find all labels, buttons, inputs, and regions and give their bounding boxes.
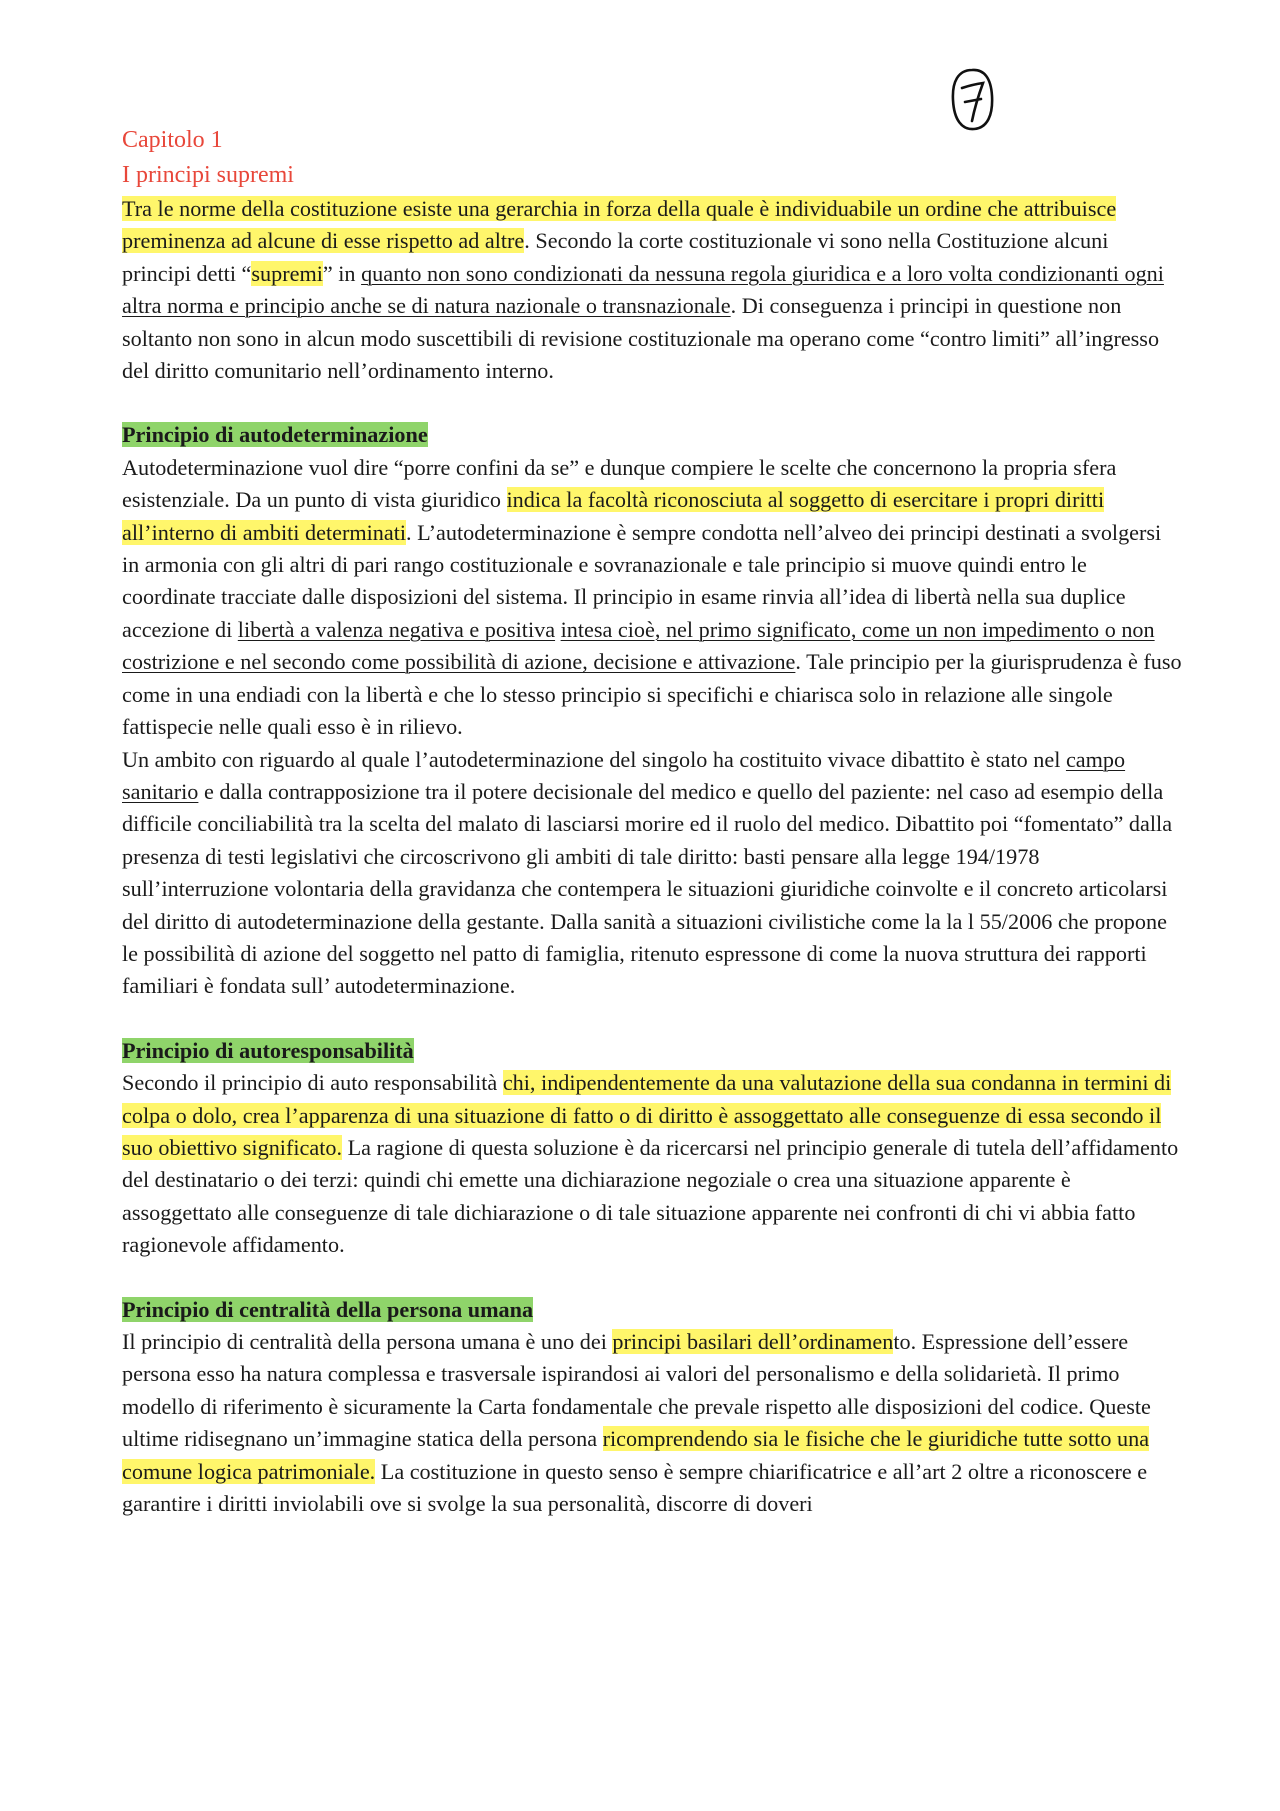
text-run: to. Espressione dell’essere persona esso ha natura complessa e trasversale ispirandosi ai valori del personalismo e della solidarietà. Il primo modello di riferimento è sicuramente la Carta fondamentale che prevale rispetto alle disposizioni del codice. Queste ultime ridisegnano un’immagine statica della persona	[122, 1329, 1151, 1452]
highlighted-text: supremi	[251, 260, 323, 286]
underlined-text: libertà a valenza negativa e positiva	[237, 616, 556, 642]
chapter-title: I principi supremi	[122, 162, 294, 188]
text-run: . Secondo la corte costituzionale vi sono nella Costituzione alcuni principi detti “	[122, 228, 1109, 286]
text-run: . Di conseguenza i principi in questione non soltanto non sono in alcun modo suscettibili di revisione costituzionale ma operano come “contro limiti” all’ingresso del diritto comunitario nell’ordinamento interno.	[122, 293, 1160, 384]
heading-highlight: Principio di autodeterminazione	[122, 422, 428, 448]
text-run: . L’autodeterminazione è sempre condotta nell’alveo dei principi destinati a svolgersi in armonia con gli altri di pari rango costituzionale e sovranazionale e tale principio si muove quindi entro le coordinate tracciate dalle disposizioni del sistema. Il principio in esame rinvia all’idea di libertà nella sua duplice accezione di	[122, 519, 1162, 642]
section-paragraph	[122, 452, 1182, 744]
text-run: . Tale principio per la giurisprudenza è fuso come in una endiadi con la libertà e che lo stesso principio si specifichi e chiarisca solo in relazione alle singole fattispecie nelle quali esso è in rilievo.	[122, 649, 1182, 740]
underlined-text: campo	[1065, 746, 1126, 772]
underlined-text: quanto non sono condizionati da nessuna regola giuridica e a loro volta condizionanti ogni altra norma e principio anche se di natura nazionale o transnazionale	[122, 260, 1164, 319]
document-body	[122, 123, 1182, 1520]
text-run: e dalla contrapposizione tra il potere decisionale del medico e quello del paziente: nel caso ad esempio della difficile conciliabilità tra la scelta del malato di lasciarsi morire ed il ruolo del medico. Dibattito poi “fomentato” dalla presenza di testi legislativi che circoscrivono gli ambiti di tale diritto: basti pensare alla legge 194/1978 sull’interruzione volontaria della gravidanza che contempera le situazioni giuridiche coinvolte e il concreto articolarsi del diritto di autodeterminazione della gestante. Dalla sanità a situazioni civilistiche come la la l 55/2006 che propone le possibilità di azione del soggetto nel patto di famiglia, ritenuto espressone di come la nuova struttura dei rapporti familiari è fondata sull’ autodeterminazione.	[122, 778, 1173, 999]
heading-highlight: Principio di autoresponsabilità	[122, 1037, 414, 1063]
underlined-text: sanitario	[122, 778, 199, 804]
heading-highlight: Principio di centralità della persona umana	[122, 1296, 534, 1322]
highlighted-text: Tra le norme della costituzione esiste una gerarchia in forza della quale è individuabile un ordine che attribuisce preminenza ad alcune di esse rispetto ad altre	[122, 196, 1117, 254]
highlighted-text: indica la facoltà riconosciuta al soggetto di esercitare i propri diritti all’interno di ambiti determinati	[122, 487, 1105, 545]
text-run: ” in	[322, 260, 362, 286]
text-run: Un ambito con riguardo al quale l’autodeterminazione del singolo ha costituito vivace dibattito è stato nel	[122, 746, 1066, 772]
section-heading	[122, 1035, 1182, 1067]
section-heading	[122, 1294, 1182, 1326]
text-run: Secondo il principio di auto responsabilità	[122, 1070, 503, 1096]
highlighted-text: ricomprendendo sia le fisiche che le giuridiche tutte sotto una comune logica patrimoniale.	[122, 1426, 1150, 1484]
section-paragraph	[122, 744, 1182, 1003]
section-heading	[122, 419, 1182, 451]
section-paragraph	[122, 1326, 1182, 1520]
text-run: La costituzione in questo senso è sempre chiarificatrice e all’art 2 oltre a riconoscere e garantire i diritti inviolabili ove si svolge la sua personalità, discorre di doveri	[122, 1458, 1148, 1517]
underlined-text: intesa cioè, nel primo significato, come un non impedimento o non costrizione e nel secondo come possibilità di azione, decisione e attivazione	[122, 616, 1155, 675]
text-run: Il principio di centralità della persona umana è uno dei	[122, 1329, 613, 1354]
intro-paragraph	[122, 193, 1182, 387]
text-run: La ragione di questa soluzione è da ricercarsi nel principio generale di tutela dell’affidamento del destinatario o dei terzi: quindi chi emette una dichiarazione negoziale o crea una situazione apparente è assoggettato alle conseguenze di tale dichiarazione o di tale situazione apparente nei confronti di chi vi abbia fatto ragionevole affidamento.	[122, 1134, 1179, 1258]
highlighted-text: principi basilari dell’ordinamen	[612, 1329, 894, 1354]
section-paragraph	[122, 1067, 1182, 1261]
chapter-label: Capitolo 1	[122, 127, 223, 153]
text-run: Autodeterminazione vuol dire “porre confini da se” e dunque compiere le scelte che concernono la propria sfera esistenziale. Da un punto di vista giuridico	[122, 454, 1117, 513]
highlighted-text: chi, indipendentemente da una valutazione della sua condanna in termini di colpa o dolo, crea l’apparenza di una situazione di fatto o di diritto è assoggettato alle conseguenze di essa secondo il suo obiettivo significato.	[122, 1070, 1172, 1160]
